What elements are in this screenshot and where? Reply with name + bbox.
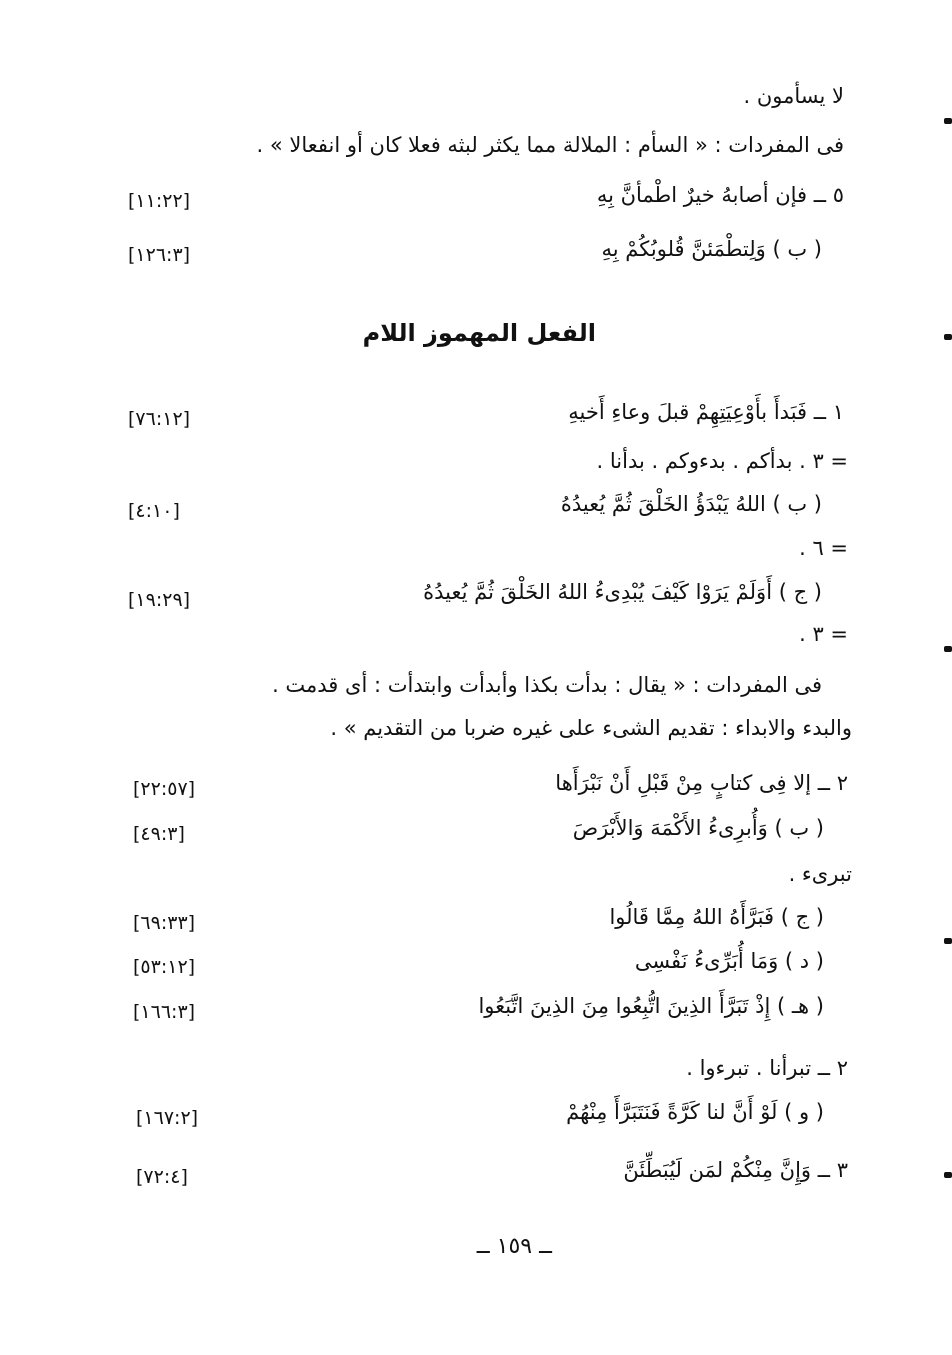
page-number: ــ ١٥٩ ــ [476,1234,552,1259]
text-line: فى المفردات : « السأم : الملالة مما يكثر لبثه فعلا كان أو انفعالا » . [256,133,844,157]
verse-reference: [٢٢:٥٧] [133,778,196,800]
verse-line: ١ ــ فَبَدأَ بأَوْعِيَتِهِمْ قبلَ وعاءِ أَخيهِ [568,400,844,424]
text-line: ٢ ــ تبرأنا . تبرءوا . [686,1056,848,1080]
scan-edge-mark [944,938,952,944]
text-line: تبرىء . [788,862,852,886]
section-heading: الفعل المهموز اللام [362,319,596,347]
scan-edge-mark [944,646,952,652]
verse-line: ( ج ) أَوَلَمْ يَرَوْا كَيْفَ يُبْدِىءُ اللهُ الخَلْقَ ثُمَّ يُعيدُهُ [423,580,822,604]
verse-reference: [٦٩:٣٣] [133,912,196,934]
text-line: لا يسأمون . [743,84,844,108]
text-line: والبدء والابداء : تقديم الشىء على غيره ضربا من التقديم » . [330,716,852,740]
verse-line: ( ب ) اللهُ يَبْدَؤُ الخَلْقَ ثُمَّ يُعيدُهُ [560,492,822,516]
verse-reference: [٥٣:١٢] [133,956,196,978]
verse-line: ٢ ــ إلا فِى كتابٍ مِنْ قَبْلِ أَنْ نَبْرَأَها [555,771,848,795]
verse-line: ( و ) لَوْ أَنَّ لنا كَرَّةً فَنَتَبَرَّأَ مِنْهُمْ [566,1100,824,1124]
verse-line: ( د ) وَمَا أُبَرِّىءُ نَفْسِى [634,949,824,973]
verse-reference: [٧٢:٤] [136,1166,188,1188]
verse-line: ٥ ــ فإن أصابهُ خيرٌ اطْمأنَّ بِهِ [596,183,844,207]
verse-reference: [٤٩:٣] [133,823,185,845]
scan-edge-mark [944,118,952,124]
verse-reference: [٤:١٠] [128,500,180,522]
verse-line: ٣ ــ وَإِنَّ مِنْكُمْ لمَن لَيُبَطِّئَنَّ [623,1158,848,1182]
text-line: = ٦ . [799,536,848,560]
verse-line: ( هـ ) إِذْ تَبَرَّأَ الذِينَ اتُّبِعُوا مِنَ الذِينَ اتَّبَعُوا [478,994,824,1018]
verse-reference: [١٦٧:٢] [136,1107,199,1129]
verse-line: ( ب ) وَلِتطْمَئنَّ قُلوبُكُمْ بِهِ [601,237,822,261]
verse-reference: [١٩:٢٩] [128,589,191,611]
text-line: فى المفردات : « يقال : بدأت بكذا وأبدأت وابتدأت : أى قدمت . [272,673,822,697]
verse-line: ( ج ) فَبَرَّأَهُ اللهُ مِمَّا قَالُوا [609,905,824,929]
verse-reference: [٧٦:١٢] [128,408,191,430]
verse-reference: [١٦٦:٣] [133,1001,196,1023]
scan-edge-mark [944,334,952,340]
verse-reference: [١١:٢٢] [128,190,191,212]
verse-reference: [١٢٦:٣] [128,244,191,266]
text-line: = ٣ . [799,622,848,646]
text-line: = ٣ . بدأكم . بدءوكم . بدأنا . [596,449,848,473]
verse-line: ( ب ) وَأُبرِىءُ الأَكْمَهَ وَالأَبْرَصَ [572,816,824,840]
scan-edge-mark [944,1172,952,1178]
